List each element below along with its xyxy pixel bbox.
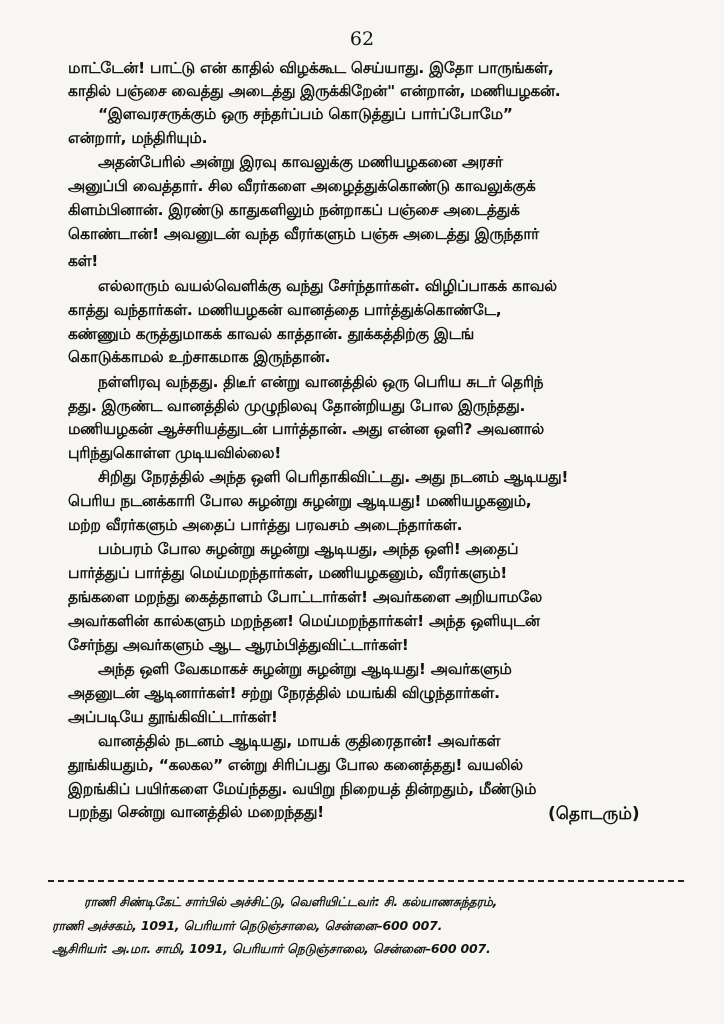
text-line: தது. இருண்ட வானத்தில் முழுநிலவு தோன்றியது போல இருந்தது. [68,397,526,415]
text-line: நள்ளிரவு வந்தது. திடீர் என்று வானத்தில் ஒரு பெரிய சுடர் தெரிந் [98,373,544,391]
text-line: சேர்ந்து அவர்களும் ஆட ஆரம்பித்துவிட்டார்கள்! [68,636,409,654]
text-line: தங்களை மறந்து கைத்தாளம் போட்டார்கள்! அவர்களை அறியாமலே [68,588,542,606]
text-line: அப்படியே தூங்கிவிட்டார்கள்! [68,708,278,726]
text-line: கண்ணும் கருத்துமாகக் காவல் காத்தான். தூக்கத்திற்கு இடங் [68,325,474,343]
text-line: கிளம்பினான். இரண்டு காதுகளிலும் நன்றாகப் பஞ்சை அடைத்துக் [68,201,520,219]
text-line: பறந்து சென்று வானத்தில் மறைந்தது! [68,803,324,821]
text-line: மணியழகன் ஆச்சரியத்துடன் பார்த்தான். அது என்ன ஒளி? அவனால் [68,420,544,438]
text-line: இறங்கிப் பயிர்களை மேய்ந்தது. வயிறு நிறையத் தின்றதும், மீண்டும் [68,780,537,798]
text-line: அனுப்பி வைத்தார். சில வீரர்களை அழைத்துக்கொண்டு காவலுக்குக் [68,177,536,195]
text-line: கொடுக்காமல் உற்சாகமாக இருந்தான். [68,348,331,366]
text-line: தூங்கியதும், “கலகல” என்று சிரிப்பது போல கனைத்தது! வயலில் [68,756,523,774]
text-line: எல்லாரும் வயல்வெளிக்கு வந்து சேர்ந்தார்கள். விழிப்பாகக் காவல் [98,277,557,295]
text-line: அந்த ஒளி வேகமாகச் சுழன்று சுழன்று ஆடியது! அவர்களும் [98,660,512,678]
text-line: பெரிய நடனக்காரி போல சுழன்று சுழன்று ஆடியது! மணியழகனும், [68,492,532,510]
text-line: என்றார், மந்திரியும். [68,129,208,147]
text-line: அதன்பேரில் அன்று இரவு காவலுக்கு மணியழகனை அரசர் [98,153,503,171]
text-line: “இளவரசருக்கும் ஒரு சந்தர்ப்பம் கொடுத்துப் பார்ப்போமே” [98,105,513,123]
text-line: கொண்டான்! அவனுடன் வந்த வீரர்களும் பஞ்சு அடைத்து இருந்தார் [68,225,539,243]
text-line: சிறிது நேரத்தில் அந்த ஒளி பெரிதாகிவிட்டது. அது நடனம் ஆடியது! [98,468,569,486]
footer-press: ராணி அச்சகம், 1091, பெரியார் நெடுஞ்சாலை, சென்னை–600 007. [52,918,443,933]
footer-editor: ஆசிரியர்: அ.மா. சாமி, 1091, பெரியார் நெடுஞ்சாலை, சென்னை–600 007. [52,941,491,956]
footer-publisher: ராணி சிண்டிகேட் சார்பில் அச்சிட்டு, வெளியிட்டவர்: சி. கல்யாணசுந்தரம், [84,894,498,909]
continued-label: (தொடரும்) [548,804,640,824]
text-line: காத்து வந்தார்கள். மணியழகன் வானத்தை பார்த்துக்கொண்டே, [68,301,502,319]
text-line: பார்த்துப் பார்த்து மெய்மறந்தார்கள், மணியழகனும், வீரர்களும்! [68,564,508,582]
text-line: மற்ற வீரர்களும் அதைப் பார்த்து பரவசம் அடைந்தார்கள். [68,516,463,534]
text-line: வானத்தில் நடனம் ஆடியது, மாயக் குதிரைதான்! அவர்கள் [98,732,501,750]
text-line: காதில் பஞ்சை வைத்து அடைத்து இருக்கிறேன்" என்றான், மணியழகன். [68,82,561,100]
page-number: 62 [349,28,375,50]
text-line: அதனுடன் ஆடினார்கள்! சற்று நேரத்தில் மயங்கி விழுந்தார்கள். [68,684,500,702]
text-line: புரிந்துகொள்ள முடியவில்லை! [68,444,281,462]
text-line: மாட்டேன்! பாட்டு என் காதில் விழக்கூட செய்யாது. இதோ பாருங்கள், [68,59,554,77]
text-line: பம்பரம் போல சுழன்று சுழன்று ஆடியது, அந்த ஒளி! அதைப் [98,540,519,558]
text-line: அவர்களின் கால்களும் மறந்தன! மெய்மறந்தார்கள்! அந்த ஒளியுடன் [68,612,540,630]
text-line: கள்! [68,252,99,270]
footer-divider [48,880,684,882]
